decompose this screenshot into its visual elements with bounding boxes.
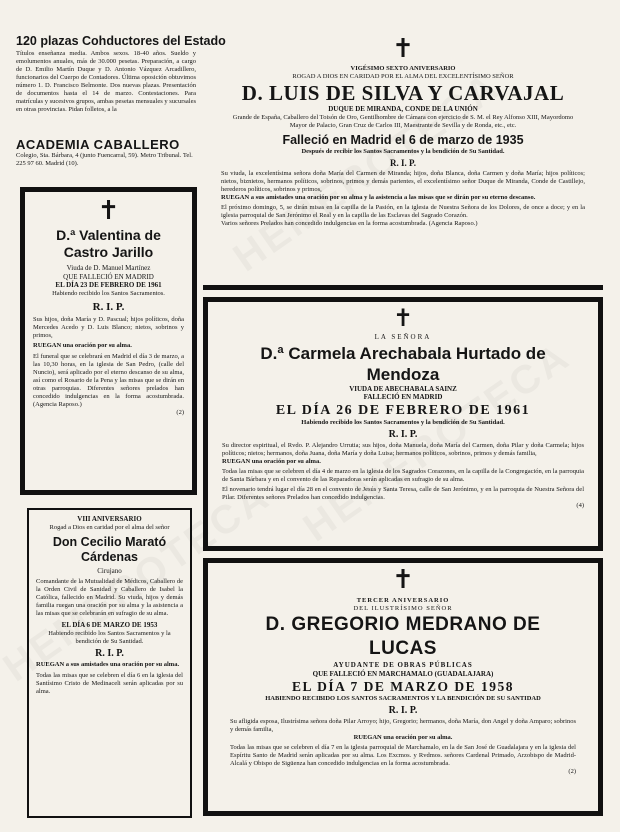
family-text: Su viuda, la excelentísima señora doña María del Carmen de Miranda; hijos, doña Blanca, doña Carmen y doña María; hijos políticos; nietos, biznietos, hermanos políticos, sobrinos, primos y demás parientes, el excelentísimo señor Duque de Miranda, Conde de Castillejo, herederos políticos, sobrinos y primos, bbox=[221, 169, 585, 193]
obituary-valentina bbox=[20, 187, 197, 495]
anniversary-label: VIII ANIVERSARIO bbox=[77, 515, 142, 523]
obituary-gregorio bbox=[203, 558, 603, 816]
masses-text: Todas las misas que se celebren el día 4 de marzo en la iglesia de los Sagrados Corazones, en la capilla de la Congregación, en la parroquia de Santa Bárbara y en el convento de las Reparadoras serán aplicadas en sufragio de su alma. bbox=[222, 467, 584, 483]
funeral-text: El funeral que se celebrará en Madrid el día 3 de marzo, a las 10,30 horas, en la iglesia de San Pedro, (calle del Nuncio), será aplicado por el eterno descanso de su alma, así como el Rosario de la Pena y las misas que se dirán en otras parroquias. Diferentes señores prelados han concedido indulgencias en la forma acostumbrada. (Agencia Raposo.) bbox=[33, 352, 184, 408]
rip: R. I. P. bbox=[388, 705, 418, 716]
deceased-name: Don Cecilio Marató Cárdenas bbox=[52, 534, 167, 564]
rip: R. I. P. bbox=[390, 157, 416, 168]
cross-icon: ✝ bbox=[97, 196, 120, 226]
request-line: RUEGAN una oración por su alma. bbox=[353, 734, 453, 741]
cross-icon: ✝ bbox=[392, 304, 414, 332]
death-place: QUE FALLECIÓ EN MADRID bbox=[63, 272, 154, 281]
cross-icon: ✝ bbox=[392, 34, 414, 64]
reference-number: (2) bbox=[176, 408, 184, 416]
deceased-name: D. LUIS DE SILVA Y CARVAJAL bbox=[241, 81, 565, 105]
footer-text: El novenario tendrá lugar el día 28 en el convento de Jesús y Santa Teresa, calle de San Jerónimo, y en la parroquia de Nuestra Señora del Pilar. Diferentes señores Prelados han concedido indulgencias. bbox=[222, 485, 584, 501]
footer-text: Todas las misas que se celebren el día 6 en la iglesia del Santísimo Cristo de Medinaceli serán aplicadas por su alma. bbox=[36, 671, 183, 695]
classified-ad bbox=[16, 34, 226, 174]
anniversary-label: TERCER ANIVERSARIO bbox=[356, 597, 450, 604]
deceased-name: D. GREGORIO MEDRANO DE LUCAS bbox=[265, 614, 541, 659]
classified-body: Títulos enseñanza media. Ambos sexos. 18-40 años. Sueldo y emolumentos anuales, más de 30.000 pesetas. Preparación, a cargo de D. Emilio Martín Duque y D. Antonio Vázquez Arcadillero, funcionarios del Cuerpo de Contadores. Última oposición obtuvimos número 1. D. Francisco Belmonte. Dos nuevas plazas. Presentación de documentos hasta el 14 de marzo. Contestaciones. Para matrículas y sucesivos grupos, ambas pesetas mensuales y sucursales en otras provincias. Pidan folletos, a la bbox=[16, 50, 196, 113]
family-text: Su director espiritual, el Rvdo. P. Alejandro Urrutia; sus hijos, doña Manuela, doña María del Carmen, doña Pilar y doña Carmela; hijos políticos; nietos; hermanos, doña Juana, doña María y doña Luisa; hermanos políticos, sobrinos, primos y demás familia, bbox=[222, 441, 584, 457]
prayer-note: ROGAD A DIOS EN CARIDAD POR EL ALMA DEL EXCELENTÍSIMO SEÑOR bbox=[292, 73, 514, 80]
death-date: EL DÍA 23 DE FEBRERO DE 1961 bbox=[55, 281, 162, 289]
sacraments-line: HABIENDO RECIBIDO LOS SANTOS SACRAMENTOS Y LA BENDICIÓN DE SU SANTIDAD bbox=[265, 695, 541, 702]
sacraments-line: Habiendo recibido los Santos Sacramentos y la bendición de Su Santidad. bbox=[48, 629, 171, 645]
profession: AYUDANTE DE OBRAS PÚBLICAS bbox=[333, 661, 473, 669]
rip: R. I. P. bbox=[388, 428, 418, 440]
widow-line: Viuda de D. Manuel Martínez bbox=[66, 264, 151, 272]
prayer-note: DEL ILUSTRÍSIMO SEÑOR bbox=[353, 605, 453, 612]
obituary-cecilio bbox=[27, 508, 192, 818]
request-line: RUEGAN una oración por su alma. bbox=[33, 341, 132, 349]
death-place: FALLECIÓ EN MADRID bbox=[363, 393, 443, 401]
reference-number: (2) bbox=[568, 768, 576, 775]
death-date: EL DÍA 6 DE MARZO DE 1953 bbox=[61, 621, 158, 629]
reference-number: (4) bbox=[576, 501, 584, 509]
sacraments-line: Habiendo recibido los Santos Sacramentos y la bendición de Su Santidad. bbox=[301, 418, 505, 426]
obituary-silva bbox=[203, 36, 603, 290]
classified-heading: 120 plazas Cohductores del Estado bbox=[16, 34, 226, 48]
request-line: RUEGAN una oración por su alma. bbox=[222, 457, 321, 465]
death-date: Falleció en Madrid el 6 de marzo de 1935 bbox=[282, 132, 524, 147]
masses-text: Todas las misas que se celebren el día 7 en la iglesia parroquial de Marchamalo, en la de San José de Guadalajara y en la iglesia del Espíritu Santo de Madrid serán aplicadas por su alma. Los Excmos. y Rvdmos. señores Cardenal Primado, Arzobispo de Madrid-Alcalá y Obispo de Sigüenza han concedido indulgencias en la forma acostumbrada. bbox=[230, 744, 576, 767]
deceased-name: D.ª Valentina de Castro Jarillo bbox=[56, 227, 161, 260]
prayer-note: Rogad a Dios en caridad por el alma del señor bbox=[49, 523, 170, 531]
request-line: RUEGAN a sus amistades una oración por su alma y la asistencia a las misas que se dirán por su eterno descanso. bbox=[221, 193, 536, 201]
noble-title: DUQUE DE MIRANDA, CONDE DE LA UNIÓN bbox=[328, 105, 478, 113]
cross-icon: ✝ bbox=[392, 565, 414, 595]
widow-line: VIUDA DE ABECHABALA SAINZ bbox=[349, 384, 457, 393]
academy-address: Colegio, Sta. Bárbara, 4 (junto Fuencarral, 59). Metro Tribunal. Tel. 225 97 60. Madrid (10). bbox=[16, 152, 193, 167]
deceased-name: D.ª Carmela Arechabala Hurtado de Mendoza bbox=[260, 343, 546, 384]
death-date: EL DÍA 26 DE FEBRERO DE 1961 bbox=[275, 402, 531, 418]
body-text: Comandante de la Mutualidad de Médicos, Caballero de la Orden Civil de Sanidad y Caballero de Isabel la Católica, fallecido en Madrid. Su viuda, hijos y demás familia ruegan una oración por su alma y la asistencia a las misas que se celebrarán en sufragio de su alma. bbox=[36, 578, 183, 617]
family-text: Sus hijos, doña María y D. Pascual; hijos políticos, doña Mercedes Acedo y D. Luis Blanco; nietos, sobrinos y primos, bbox=[33, 315, 184, 339]
masses-text: El próximo domingo, 5, se dirán misas en la capilla de la Pasión, en la iglesia de Nuestra Señora de los Dolores, de once a doce; y en la iglesia parroquial de San Jerónimo el Real y en la capilla de las Esclavas del Sagrado Corazón. bbox=[221, 203, 585, 219]
death-place: QUE FALLECIÓ EN MARCHAMALO (GUADALAJARA) bbox=[312, 669, 494, 678]
family-text: Su afligida esposa, Ilustrísima señora doña Pilar Arroyo; hijo, Gregorio; hermanos, doña María, don Angel y doña Amparo; sobrinos y demás familia, bbox=[230, 718, 576, 733]
obituary-carmela bbox=[203, 297, 603, 551]
sacraments-line: Habiendo recibido los Santos Sacramentos. bbox=[52, 289, 165, 297]
death-date: EL DÍA 7 DE MARZO DE 1958 bbox=[291, 679, 515, 694]
honors-text: Grande de España, Caballero del Toisón de Oro, Gentilhombre de Cámara con ejercicio de S. M. el Rey Alfonso XIII, Mayordomo Mayor de Palacio, Gran Cruz de Carlos III, Maestrante de Sevilla y de Ronda, etc., etc. bbox=[232, 113, 574, 129]
academy-name: ACADEMIA CABALLERO bbox=[16, 137, 180, 152]
honorific: LA SEÑORA bbox=[374, 333, 432, 341]
anniversary-label: VIGÉSIMO SEXTO ANIVERSARIO bbox=[350, 65, 456, 72]
request-line: RUEGAN a sus amistades una oración por su alma. bbox=[36, 660, 180, 668]
sacraments-line: Después de recibir los Santos Sacramentos y la bendición de Su Santidad. bbox=[301, 147, 505, 155]
indulgences-text: Varios señores Prelados han concedido indulgencias en la forma acostumbrada. (Agencia Raposo.) bbox=[221, 219, 478, 227]
rip: R. I. P. bbox=[95, 647, 124, 659]
rip: R. I. P. bbox=[92, 300, 125, 313]
profession: Cirujano bbox=[97, 566, 122, 575]
